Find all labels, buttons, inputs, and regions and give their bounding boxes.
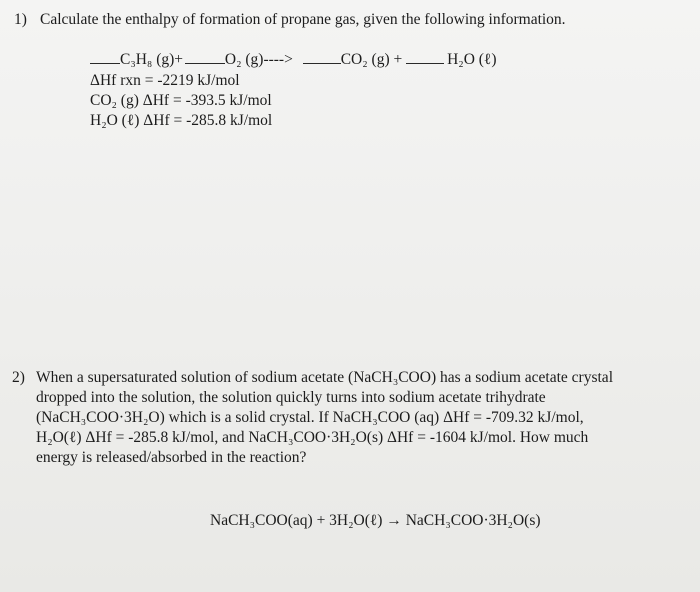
given-data-2: CO₂ (g) ΔHf = -393.5 kJ/mol [90, 92, 272, 109]
coefficient-blank[interactable] [90, 51, 120, 64]
equation-reactant-2: O₂ (g)----> [224, 51, 293, 68]
equation-product-2: H₂O (ℓ) [447, 51, 497, 68]
question-1-prompt: Calculate the enthalpy of formation of propane gas, given the following information. [40, 11, 566, 28]
question-2-line-1: When a supersaturated solution of sodium acetate (NaCH₃COO) has a sodium acetate crystal [36, 369, 613, 386]
question-2-line-5: energy is released/absorbed in the reaction? [36, 449, 307, 466]
given-data-3: H₂O (ℓ) ΔHf = -285.8 kJ/mol [90, 112, 273, 129]
reaction-equation: NaCH₃COO(aq) + 3H₂O(ℓ) → NaCH₃COO·3H₂O(s) [210, 512, 541, 529]
chemical-equation [90, 50, 497, 69]
question-2-number: 2) [12, 369, 25, 386]
coefficient-blank[interactable] [303, 51, 341, 64]
question-2-line-4: H₂O(ℓ) ΔHf = -285.8 kJ/mol, and NaCH₃COO·3H₂O(s) ΔHf = -1604 kJ/mol. How much [36, 429, 589, 446]
question-1-number: 1) [14, 11, 27, 28]
coefficient-blank[interactable] [185, 51, 225, 64]
given-data-1: ΔHf rxn = -2219 kJ/mol [90, 72, 240, 89]
question-2-line-2: dropped into the solution, the solution quickly turns into sodium acetate trihydrate [36, 389, 546, 406]
equation-reactant-1: C₃H₈ (g)+ [120, 51, 184, 68]
question-2-line-3: (NaCH₃COO·3H₂O) which is a solid crystal. If NaCH₃COO (aq) ΔHf = -709.32 kJ/mol, [36, 409, 584, 426]
equation-product-1: CO₂ (g) + [340, 51, 403, 68]
coefficient-blank[interactable] [406, 51, 444, 64]
